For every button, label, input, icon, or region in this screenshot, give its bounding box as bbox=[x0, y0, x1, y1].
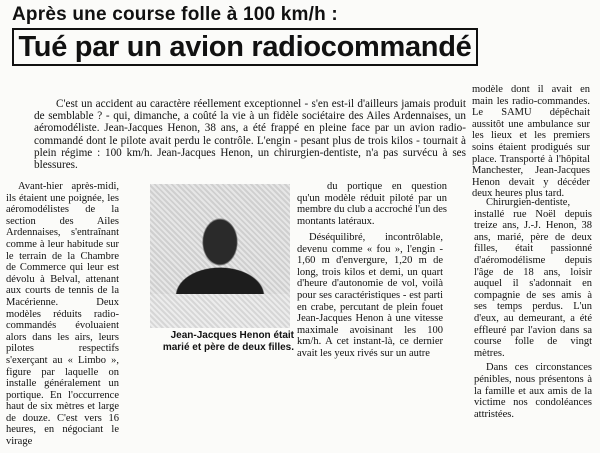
kicker: Après une course folle à 100 km/h : bbox=[12, 4, 338, 25]
photo-caption: Jean-Jacques Henon était marié et père de deux filles. bbox=[162, 330, 294, 353]
column-4-top-text: modèle dont il avait en main les radio-commandes. Le SAMU dépêchait aussitôt une ambulance sur les lieux et les premiers soins étaient prodigués sur place. Transporté à l'hôpital Manchester, Jean-Jacques Henon devait y décéder deux heures plus tard. bbox=[472, 84, 590, 200]
article-column-3-bottom bbox=[297, 232, 443, 363]
portrait-photo bbox=[150, 184, 290, 294]
article-column-1 bbox=[6, 181, 119, 451]
portrait-photo-lower bbox=[150, 294, 290, 328]
lead-paragraph: C'est un accident au caractère réellement exceptionnel - s'en est-il d'ailleurs jamais produit de semblable ? - qui, dimanche, a coûté la vie à un fidèle sociétaire des Ailes Ardennaises, un aéromodéliste. Jean-Jacques Henon, 38 ans, a été frappé en pleine face par un avion radio-commandé dont le pilote avait perdu le contrôle. L'engin - pesant plus de trois kilos - tournait à plein régime : 100 km/h. Jean-Jacques Henon, un chirurgien-dentiste, n'a pas survécu à ses blessures. bbox=[34, 98, 466, 172]
column-4-bottom-text-1: Chirurgien-dentiste, installé rue Noël depuis treize ans, J.-J. Henon, 38 ans, marié, père de deux filles, était passionné d'aéromodélisme depuis l'âge de 18 ans, loisir auquel il s'adonnait en compagnie de ses amis à ses temps perdus. L'un d'eux, au demeurant, a été effleuré par l'avion dans sa course folle de vingt mètres. bbox=[474, 197, 592, 359]
column-1-text: Avant-hier après-midi, ils étaient une poignée, les aéromodélistes de la section des Ailes Ardennaises, s'entraînant comme à leur habitude sur le terrain de la Chambre de Commerce qui leur est dévolu à Belval, attenant aux courts de tennis de la Macérienne. Deux modèles réduits radio-commandés évoluaient alors dans les airs, leurs pilotes respectifs s'exerçant au « Limbo », figure par laquelle on installe généralement un portique. En l'occurrence haut de six mètres et large de douze. C'est vers 16 heures, en négociant le virage bbox=[6, 181, 119, 448]
article-column-4-bottom bbox=[474, 197, 592, 423]
column-3-top-text: du portique en question qu'un modèle réduit piloté par un membre du club a accroché l'un des montants latéraux. bbox=[297, 181, 447, 227]
article-column-4-top bbox=[472, 84, 590, 203]
column-3-bottom-text: Déséquilibré, incontrôlable, devenu comme « fou », l'engin - 1,60 m d'envergure, 1,20 m de long, trois kilos et demi, un quart d'heure d'autonomie de vol, voilà pour ses caractéristiques - est parti en crabe, percutant de plein fouet Jean-Jacques Henon à une vitesse maximale avoisinant les 100 km/h. A cet instant-là, ce dernier avait les yeux rivés sur un autre bbox=[297, 232, 443, 359]
headline: Tué par un avion radiocommandé bbox=[12, 28, 478, 66]
article-column-3-top bbox=[297, 181, 447, 230]
column-4-bottom-text-2: Dans ces circonstances pénibles, nous présentons à la famille et aux amis de la victime nos condoléances attristées. bbox=[474, 362, 592, 420]
